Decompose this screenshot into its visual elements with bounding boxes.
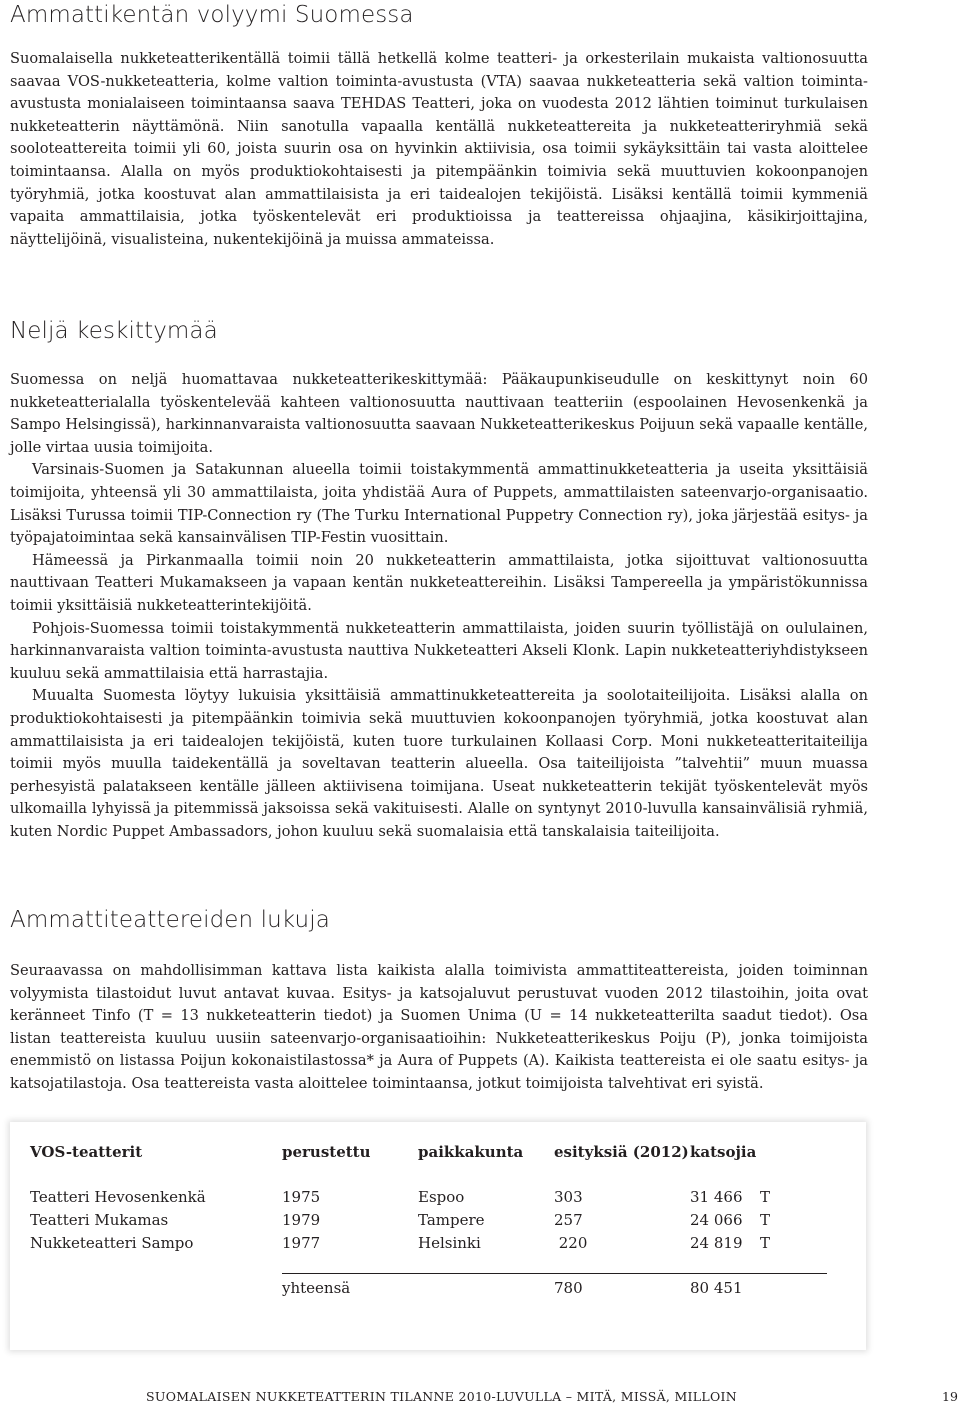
section-body-concentrations bbox=[10, 369, 868, 843]
table-cell-source: T bbox=[760, 1234, 771, 1252]
table-cell-founded: 1975 bbox=[282, 1188, 321, 1206]
table-cell-shows: 257 bbox=[554, 1211, 583, 1229]
table-cell-city: Espoo bbox=[418, 1188, 465, 1206]
table-total-shows: 780 bbox=[554, 1279, 583, 1297]
table-cell-source: T bbox=[760, 1211, 771, 1229]
section-heading-volume: Ammattikentän volyymi Suomessa bbox=[10, 2, 414, 28]
table-cell-shows: 220 bbox=[554, 1234, 588, 1252]
paragraph: Muualta Suomesta löytyy lukuisia yksittäisiä ammattinukketeattereita ja soolotaiteilijoita. Lisäksi alalla on produktiokohtaisesti ja pitempäänkin toimivia sekä muuttuvien kokoonpanojen työryhmiä, jotka koostuvat alan ammattilaisista ja eri taidealojen tekijöistä, kuten tuore turkulainen Kollaasi Corp. Moni nukketeatteritaiteilija toimii myös muulla taidekentällä ja soveltavan teatterin alueella. Osa taiteilijoista ”talvehtii” muun muassa perhesyistä palatakseen kentälle jälleen aktiivisena toimijana. Useat nukketeatterin tekijät työskentelevät myös ulkomailla lyhyissä ja pitemmissä jaksoissa sekä vakituisesti. Alalle on syntynyt 2010-luvulla kansainvälisiä ryhmiä, kuten Nordic Puppet Ambassadors, johon kuuluu sekä suomalaisia että tanskalaisia taiteilijoita. bbox=[10, 687, 868, 840]
table-cell-name: Teatteri Hevosenkenkä bbox=[30, 1188, 206, 1206]
table-cell-founded: 1977 bbox=[282, 1234, 321, 1252]
paragraph: Suomessa on neljä huomattavaa nukketeatterikeskittymää: Pääkaupunkiseudulle on keskittynyt noin 60 nukketeatterialalla työskentelevää kahteen valtionosuutta nauttivaan teatteriin (espoolainen Hevosenkenkä ja Sampo Helsingissä), harkinnanvaraista valtionosuutta saavaan Nukketeatterikeskus Poijuun sekä vapaalle kentälle, jolle virtaa uusia toimijoita. bbox=[10, 371, 868, 456]
running-footer: SUOMALAISEN NUKKETEATTERIN TILANNE 2010-LUVULLA – MITÄ, MISSÄ, MILLOIN bbox=[146, 1389, 738, 1404]
table-header-founded: perustettu bbox=[282, 1143, 371, 1161]
table-cell-city: Tampere bbox=[418, 1211, 485, 1229]
table-cell-city: Helsinki bbox=[418, 1234, 481, 1252]
table-header-name: VOS-teatterit bbox=[30, 1143, 143, 1161]
table-cell-audience: 24 819 bbox=[690, 1234, 743, 1252]
section-body-volume bbox=[10, 48, 868, 251]
table-cell-source: T bbox=[760, 1188, 771, 1206]
table-cell-audience: 24 066 bbox=[690, 1211, 743, 1229]
table-cell-audience: 31 466 bbox=[690, 1188, 743, 1206]
section-heading-concentrations: Neljä keskittymää bbox=[10, 318, 218, 344]
paragraph: Seuraavassa on mahdollisimman kattava lista kaikista alalla toimivista ammattiteattereista, joiden toiminnan volyymista tilastoidut luvut antavat kuvaa. Esitys- ja katsojaluvut perustuvat vuoden 2012 tilastoihin, joita ovat keränneet Tinfo (T = 13 nukketeatterin tiedot) ja Suomen Unima (U = 14 nukketeatterilta saadut tiedot). Osa listan teattereista kuuluu uusiin sateenvarjo-organisaatioihin: Nukketeatterikeskus Poiju (P), jonka toimijoista enemmistö on listassa Poijun kokonaistilastossa* ja Aura of Puppets (A). Kaikista teattereista ei ole saatu esitys- ja katsojatilastoja. Osa teattereista vasta aloittelee toimintaansa, jotkut toimijoista talvehtivat eri syistä. bbox=[10, 962, 868, 1092]
vos-theatres-table bbox=[10, 1122, 866, 1350]
paragraph: Pohjois-Suomessa toimii toistakymmentä nukketeatterin ammattilaista, joiden suurin työllistäjä on oululainen, harkinnanvaraista valtion toiminta-avustusta nauttiva Nukketeatteri Akseli Klonk. Lapin nukketeatteriyhdistykseen kuuluu sekä ammattilaisia että harrastajia. bbox=[10, 619, 868, 682]
paragraph: Suomalaisella nukketeatterikentällä toimii tällä hetkellä kolme teatteri- ja orkesterilain mukaista valtionosuutta saavaa VOS-nukketeatteria, kolme valtion toiminta-avustusta (VTA) saavaa nukketeatteria sekä valtion toiminta-avustusta monialaiseen toimintaansa saava TEHDAS Teatteri, joka on vuodesta 2012 lähtien toiminut turkulaisen nukketeatterin näyttämönä. Niin sanotulla vapaalla kentällä nukketeattereita ja nukketeatteriryhmiä sekä sooloteattereita toimii yli 60, joista suurin osa on hyvinkin aktiivisia, osa toimii sykäyksittäin tai vasta aloittelee toimintaansa. Alalla on myös produktiokohtaisesti ja pitempäänkin toimivia sekä muuttuvien kokoonpanojen työryhmiä, jotka koostuvat alan ammattilaisista ja eri taidealojen tekijöistä. Lisäksi kentällä toimii kymmeniä vapaita ammattilaisia, jotka työskentelevät eri produktioissa ja teattereissa ohjaajina, käsikirjoittajina, näyttelijöinä, visualisteina, nukentekijöinä ja muissa ammateissa. bbox=[10, 50, 868, 248]
table-header-city: paikkakunta bbox=[418, 1143, 524, 1161]
table-total-label: yhteensä bbox=[282, 1279, 351, 1297]
paragraph: Hämeessä ja Pirkanmaalla toimii noin 20 nukketeatterin ammattilaista, jotka sijoittuvat valtionosuutta nauttivaan Teatteri Mukamakseen ja vapaan kentän nukketeattereihin. Lisäksi Tampereella ja ympäristökunnissa toimii yksittäisiä nukketeatterintekijöitä. bbox=[10, 551, 868, 614]
table-cell-name: Nukketeatteri Sampo bbox=[30, 1234, 194, 1252]
table-cell-founded: 1979 bbox=[282, 1211, 321, 1229]
page-number: 19 bbox=[942, 1389, 958, 1404]
table-header-shows: esityksiä (2012) bbox=[554, 1143, 689, 1161]
section-heading-figures: Ammattiteattereiden lukuja bbox=[10, 907, 330, 933]
section-body-figures bbox=[10, 960, 868, 1096]
paragraph: Varsinais-Suomen ja Satakunnan alueella toimii toistakymmentä ammattinukketeatteria ja useita yksittäisiä toimijoita, yhteensä yli 30 ammattilaista, joita yhdistää Aura of Puppets, ammattilaisten sateenvarjo-organisaatio. Lisäksi Turussa toimii TIP-Connection ry (The Turku International Puppetry Connection ry), joka järjestää esitys- ja työpajatoimintaa sekä kansainvälisen TIP-Festin vuosittain. bbox=[10, 461, 868, 547]
table-cell-name: Teatteri Mukamas bbox=[30, 1211, 169, 1229]
table-cell-shows: 303 bbox=[554, 1188, 583, 1206]
table-header-audience: katsojia bbox=[690, 1143, 757, 1161]
table-total-audience: 80 451 bbox=[690, 1279, 743, 1297]
total-divider bbox=[282, 1273, 827, 1274]
